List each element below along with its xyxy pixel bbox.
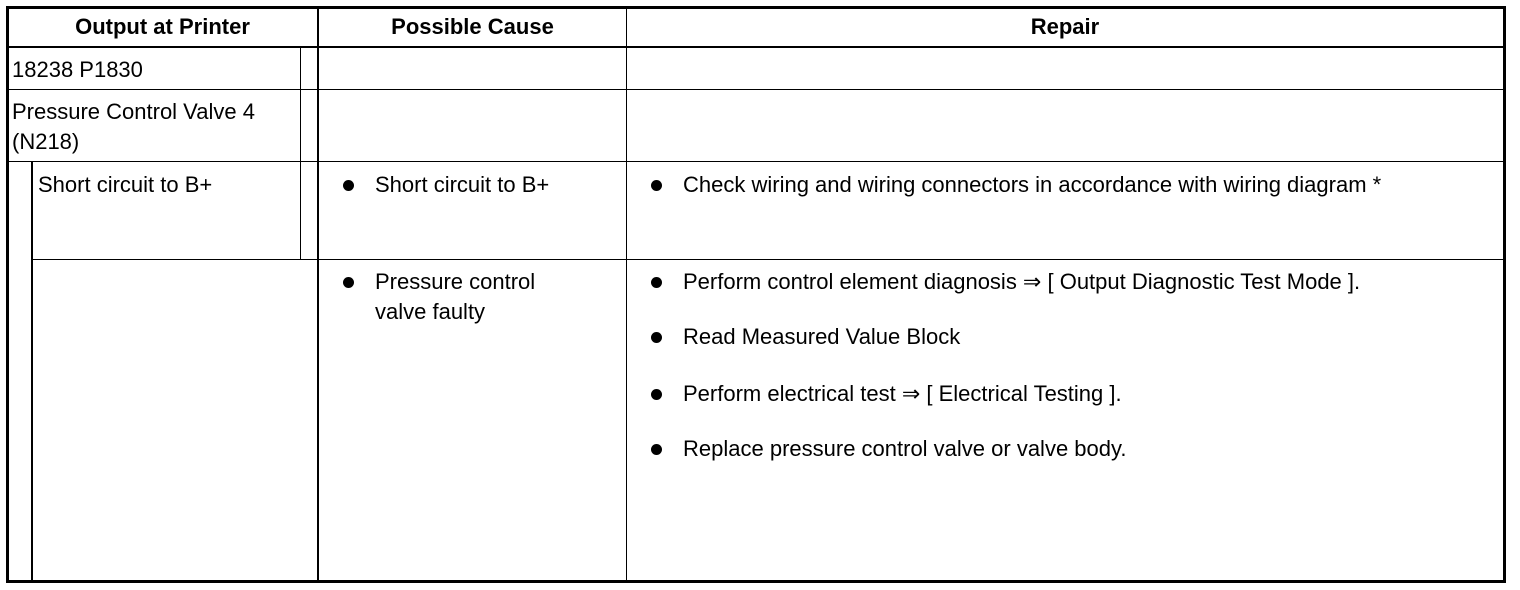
header-possible-cause: Possible Cause bbox=[391, 14, 554, 39]
symptom: Short circuit to B+ bbox=[38, 172, 213, 197]
repair-1-1: Check wiring and wiring connectors in accordance with wiring diagram * bbox=[683, 172, 1382, 197]
repair-2-1: Perform control element diagnosis ⇒ [ Output Diagnostic Test Mode ]. bbox=[683, 269, 1361, 294]
repair-2-2: Read Measured Value Block bbox=[683, 324, 961, 349]
repair-2-4: Replace pressure control valve or valve body. bbox=[683, 436, 1127, 461]
component-name-line2: (N218) bbox=[12, 129, 80, 154]
cause-2-line2: valve faulty bbox=[375, 299, 486, 324]
cause-2-line1: Pressure control bbox=[375, 269, 536, 294]
header-divider bbox=[6, 46, 1506, 48]
cause-1: Short circuit to B+ bbox=[375, 172, 550, 197]
component-name-line1: Pressure Control Valve 4 bbox=[12, 99, 255, 124]
row-divider-code bbox=[6, 89, 1506, 90]
header-repair: Repair bbox=[1030, 14, 1100, 39]
repair-2-3: Perform electrical test ⇒ [ Electrical Testing ]. bbox=[683, 381, 1122, 406]
bullet-icon bbox=[651, 277, 662, 288]
bullet-icon bbox=[343, 277, 354, 288]
bullet-icon bbox=[343, 180, 354, 191]
column-divider-cause bbox=[317, 6, 319, 583]
bullet-icon bbox=[651, 389, 662, 400]
fault-code: 18238 P1830 bbox=[12, 57, 143, 82]
bullet-icon bbox=[651, 444, 662, 455]
output-subcolumn-divider bbox=[300, 47, 301, 260]
bullet-icon bbox=[651, 332, 662, 343]
indent-divider bbox=[31, 161, 33, 583]
header-output-at-printer: Output at Printer bbox=[75, 14, 250, 39]
row-divider-component bbox=[6, 161, 1506, 162]
row-divider-cause bbox=[32, 259, 1506, 260]
column-divider-repair bbox=[626, 6, 627, 583]
bullet-icon bbox=[651, 180, 662, 191]
